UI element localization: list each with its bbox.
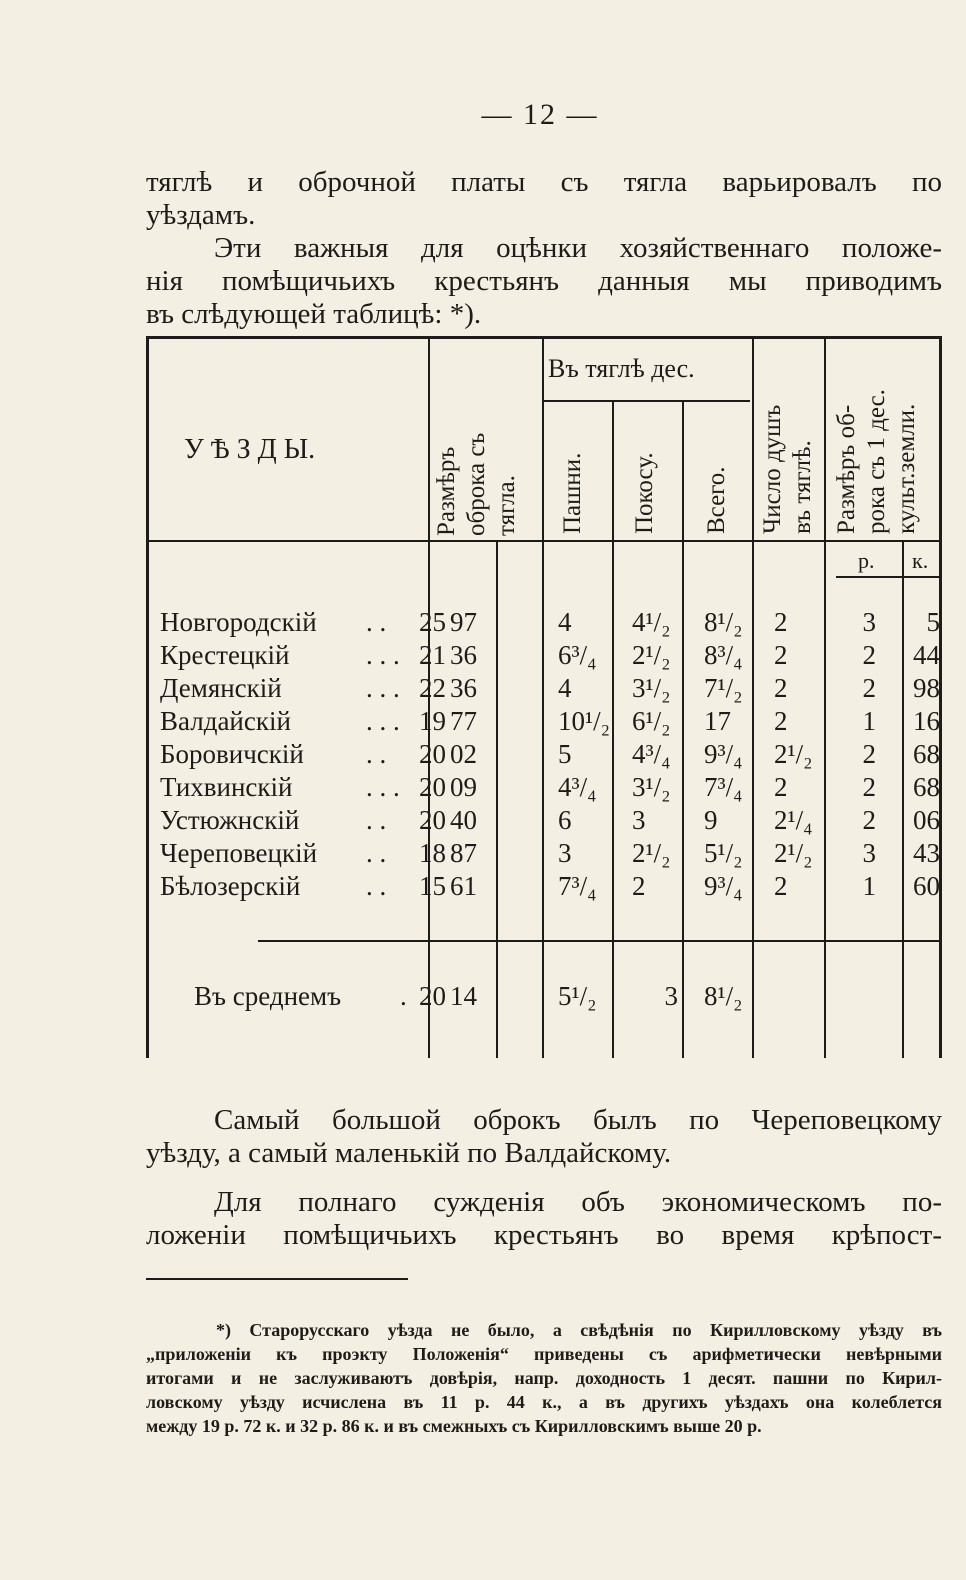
pokosu-value: 3	[664, 981, 678, 1011]
data-table	[146, 336, 942, 1058]
razmer-rub: 2	[862, 805, 876, 835]
pokosu-value: 2¹/₂	[632, 640, 671, 670]
table-row	[146, 639, 942, 671]
leader-dots: . .	[366, 805, 387, 835]
header-razmer-1des	[832, 344, 922, 534]
uezd-name: Череповецкій	[160, 838, 318, 868]
leader-dots: .	[400, 981, 407, 1011]
obrok-rub: 20	[419, 981, 446, 1011]
razmer-kop: 68	[913, 772, 940, 802]
header-line: рока съ 1 дес.	[863, 389, 890, 534]
obrok-rub: 22	[419, 673, 446, 703]
leader-dots: . .	[366, 739, 387, 769]
chislo-dush-value: 2	[774, 640, 788, 670]
razmer-rub: 2	[862, 739, 876, 769]
text-line: уѣздамъ.	[146, 199, 256, 231]
rk-rule	[836, 576, 942, 578]
header-line: въ тяглѣ.	[789, 440, 816, 534]
pashni-value: 4	[558, 673, 572, 703]
obrok-rub: 20	[419, 739, 446, 769]
vsego-value: 8³/₄	[704, 640, 743, 670]
vsego-value: 5¹/₂	[704, 838, 743, 868]
header-sub-rule	[542, 400, 750, 402]
pokosu-value: 3	[632, 805, 646, 835]
obrok-kop: 40	[450, 805, 477, 835]
header-pokosu: Покосу.	[631, 452, 658, 534]
paragraph-4	[146, 1186, 942, 1252]
chislo-dush-value: 2	[774, 706, 788, 736]
table-row	[146, 870, 942, 902]
table-top-rule	[146, 336, 942, 339]
pokosu-value: 4¹/₂	[632, 607, 671, 637]
obrok-kop: 14	[450, 981, 477, 1011]
header-line: тягла.	[493, 475, 520, 536]
chislo-dush-value: 2¹/₂	[774, 838, 813, 868]
uezd-name: Въ среднемъ	[194, 981, 342, 1011]
uezd-name: Боровичскій	[160, 739, 304, 769]
pashni-value: 10¹/₂	[558, 706, 611, 736]
text-line: нія помѣщичьихъ крестьянъ данныя мы приводимъ	[146, 265, 942, 297]
page-number: — 12 —	[481, 98, 599, 131]
pokosu-value: 2	[632, 871, 646, 901]
pashni-value: 4³/₄	[558, 772, 597, 802]
uezd-name: Устюжнскій	[160, 805, 300, 835]
text-line: тяглѣ и оброчной платы съ тягла варьировалъ по	[146, 166, 942, 198]
uezd-name: Бѣлозерскій	[160, 871, 301, 901]
vsego-value: 17	[704, 706, 731, 736]
paragraph-3	[146, 1104, 942, 1170]
obrok-kop: 97	[450, 607, 477, 637]
razmer-rub: 3	[862, 607, 876, 637]
table-row	[146, 837, 942, 869]
vsego-value: 7³/₄	[704, 772, 743, 802]
leader-dots: . . .	[366, 673, 400, 703]
chislo-dush-value: 2¹/₄	[774, 805, 813, 835]
header-line: Число душъ	[759, 404, 786, 534]
uezd-name: Крестецкій	[160, 640, 290, 670]
obrok-kop: 09	[450, 772, 477, 802]
pashni-value: 7³/₄	[558, 871, 597, 901]
pashni-value: 4	[558, 607, 572, 637]
paragraph-1	[146, 166, 942, 232]
chislo-dush-value: 2	[774, 772, 788, 802]
uezd-name: Новгородскій	[160, 607, 317, 637]
razmer-kop: 98	[913, 673, 940, 703]
razmer-rub: 2	[862, 772, 876, 802]
razmer-kop: 68	[913, 739, 940, 769]
obrok-rub: 25	[419, 607, 446, 637]
razmer-rub: 2	[862, 673, 876, 703]
uezd-name: Тихвинскій	[160, 772, 293, 802]
text-line: уѣзду, а самый маленькій по Валдайскому.	[146, 1137, 672, 1169]
pokosu-value: 3¹/₂	[632, 772, 671, 802]
table-row	[146, 672, 942, 704]
chislo-dush-value: 2	[774, 607, 788, 637]
vsego-value: 9	[704, 805, 718, 835]
header-vsego: Всего.	[703, 466, 730, 534]
text-line: Эти важныя для оцѣнки хозяйственнаго положе-	[214, 232, 942, 264]
footnote-line: *) Старорусскаго уѣзда не было, а свѣдѣнія по Кирилловскому уѣзду въ	[216, 1320, 942, 1340]
header-kop: к.	[912, 548, 929, 573]
leader-dots: . . .	[366, 772, 400, 802]
footnote	[146, 1318, 942, 1438]
razmer-rub: 1	[862, 706, 876, 736]
pokosu-value: 2¹/₂	[632, 838, 671, 868]
header-line: культ.земли.	[893, 403, 920, 534]
vsego-value: 8¹/₂	[704, 607, 743, 637]
razmer-kop: 44	[913, 640, 940, 670]
footnote-line: „приложеніи къ проэкту Положенія“ приведены съ арифметически невѣрными	[146, 1344, 942, 1364]
pashni-value: 5¹/₂	[558, 981, 597, 1011]
table-row	[146, 606, 942, 638]
text-line: ложеніи помѣщичьихъ крестьянъ во время крѣпост-	[146, 1219, 942, 1251]
header-bottom-rule	[146, 540, 942, 542]
razmer-rub: 2	[862, 640, 876, 670]
obrok-kop: 77	[450, 706, 477, 736]
footnote-line: между 19 р. 72 к. и 32 р. 86 к. и въ смежныхъ съ Кирилловскимъ выше 20 р.	[146, 1416, 762, 1436]
pashni-value: 3	[558, 838, 572, 868]
razmer-kop: 60	[913, 871, 940, 901]
header-uezdy: У Ѣ З Д Ы.	[184, 434, 316, 465]
pashni-value: 6	[558, 805, 572, 835]
paragraph-2	[146, 232, 942, 331]
obrok-kop: 61	[450, 871, 477, 901]
table-row-average	[146, 980, 942, 1012]
header-line: Размѣръ	[433, 446, 460, 536]
header-obrok	[432, 376, 522, 536]
vsego-value: 7¹/₂	[704, 673, 743, 703]
obrok-rub: 20	[419, 805, 446, 835]
header-chislo	[758, 344, 818, 534]
footnote-rule	[146, 1278, 408, 1280]
header-pashni: Пашни.	[559, 452, 586, 534]
footnote-line: ловскому уѣзду исчислена въ 11 р. 44 к., а въ другихъ уѣздахъ она колеблется	[146, 1392, 942, 1412]
uezd-name: Валдайскій	[160, 706, 291, 736]
header-rub: р.	[858, 548, 875, 573]
uezd-name: Демянскій	[160, 673, 282, 703]
obrok-rub: 19	[419, 706, 446, 736]
text-line: Для полнаго сужденія объ экономическомъ по-	[214, 1186, 942, 1218]
obrok-rub: 18	[419, 838, 446, 868]
header-line: Размѣръ об-	[833, 404, 860, 534]
obrok-kop: 36	[450, 640, 477, 670]
vsego-value: 9³/₄	[704, 871, 743, 901]
footnote-line: итогами и не заслуживаютъ довѣрія, напр. доходность 1 десят. пашни по Кирил-	[146, 1368, 942, 1388]
table-row	[146, 771, 942, 803]
pokosu-value: 6¹/₂	[632, 706, 671, 736]
leader-dots: . .	[366, 871, 387, 901]
chislo-dush-value: 2¹/₂	[774, 739, 813, 769]
table-row	[146, 705, 942, 737]
obrok-rub: 20	[419, 772, 446, 802]
razmer-kop: 43	[913, 838, 940, 868]
chislo-dush-value: 2	[774, 673, 788, 703]
obrok-kop: 36	[450, 673, 477, 703]
header-v-tyagle: Въ тяглѣ дес.	[548, 354, 695, 383]
header-line: оброка съ	[463, 432, 490, 536]
leader-dots: . .	[366, 607, 387, 637]
pokosu-value: 3¹/₂	[632, 673, 671, 703]
chislo-dush-value: 2	[774, 871, 788, 901]
obrok-kop: 87	[450, 838, 477, 868]
table-row	[146, 804, 942, 836]
vsego-value: 8¹/₂	[704, 981, 743, 1011]
pashni-value: 5	[558, 739, 572, 769]
obrok-rub: 15	[419, 871, 446, 901]
vsego-value: 9³/₄	[704, 739, 743, 769]
table-row	[146, 738, 942, 770]
leader-dots: . .	[366, 838, 387, 868]
razmer-kop: 5	[926, 607, 940, 637]
pokosu-value: 4³/₄	[632, 739, 671, 769]
obrok-rub: 21	[419, 640, 446, 670]
obrok-kop: 02	[450, 739, 477, 769]
text-line: Самый большой оброкъ былъ по Череповецкому	[214, 1104, 942, 1136]
razmer-kop: 06	[913, 805, 940, 835]
pashni-value: 6³/₄	[558, 640, 597, 670]
razmer-rub: 1	[862, 871, 876, 901]
leader-dots: . . .	[366, 640, 400, 670]
text-line: въ слѣдующей таблицѣ: *).	[146, 298, 482, 330]
total-rule	[258, 940, 942, 942]
razmer-rub: 3	[862, 838, 876, 868]
razmer-kop: 16	[913, 706, 940, 736]
leader-dots: . . .	[366, 706, 400, 736]
